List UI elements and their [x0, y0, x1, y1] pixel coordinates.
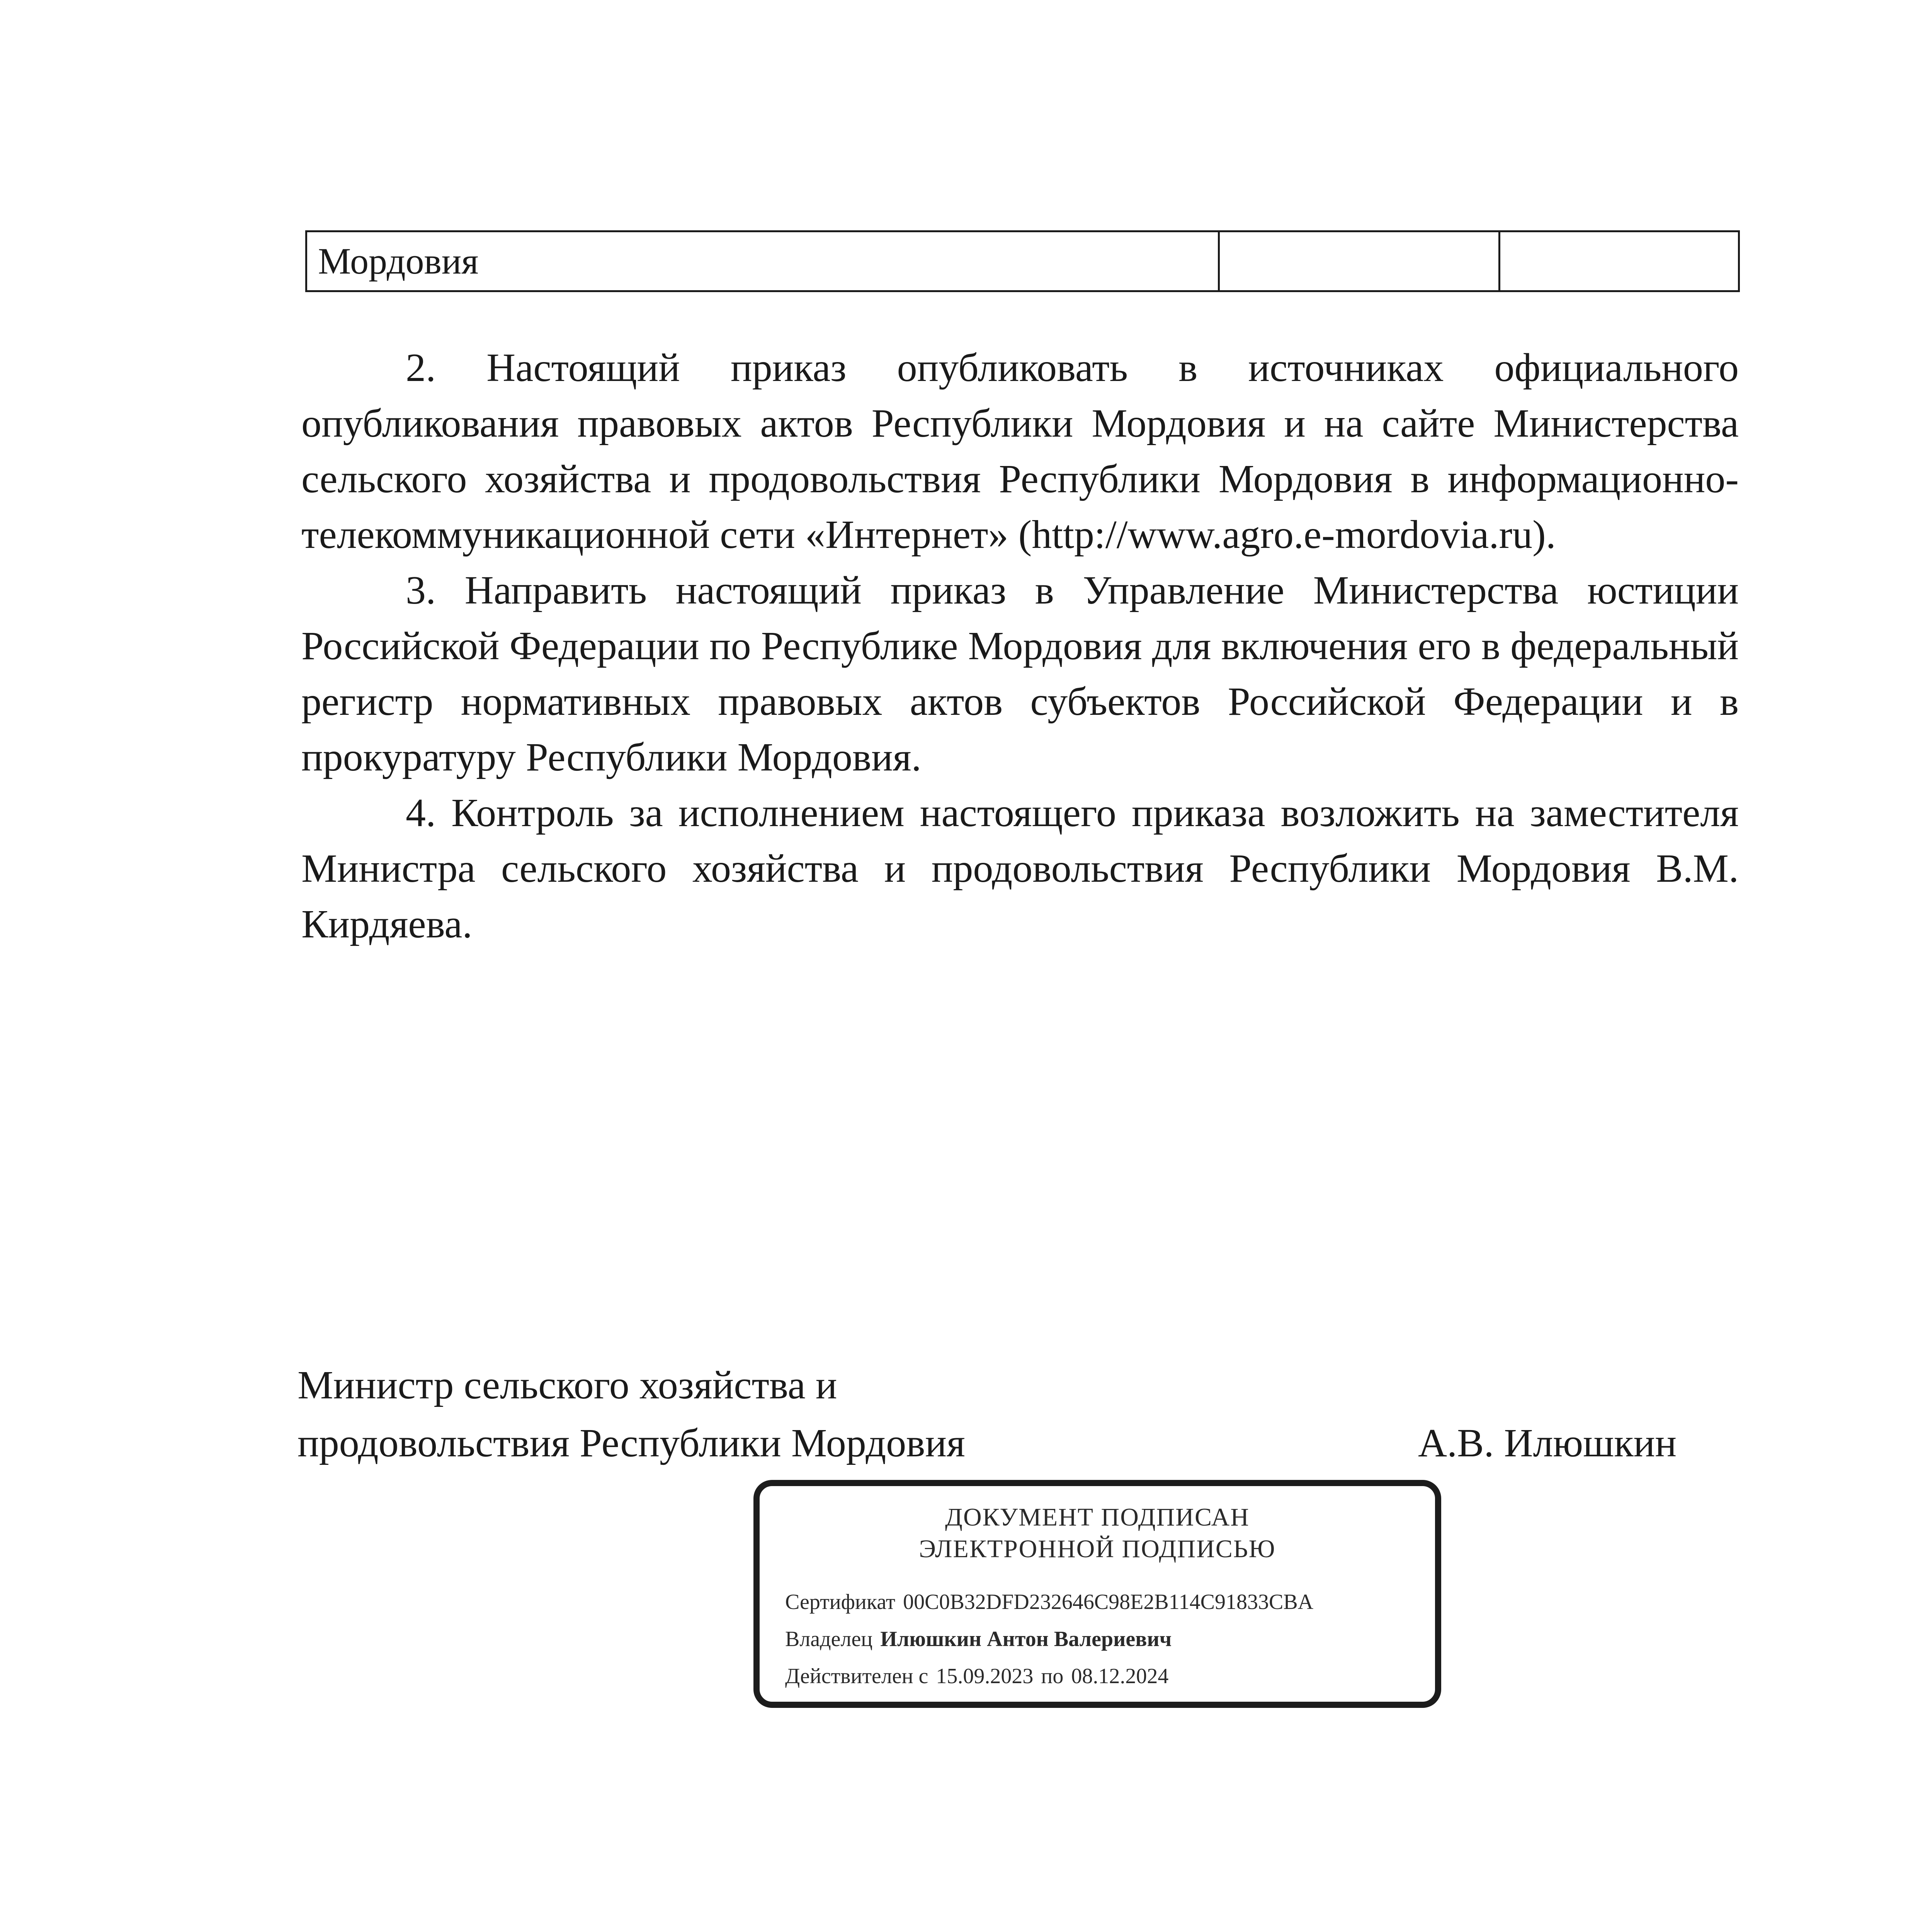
stamp-validity — [785, 1658, 1313, 1695]
paragraph-registration: 3. Направить настоящий приказ в Управление Министерства юстиции Российской Федерации по Республике Мордовия для включения его в федеральный регистр нормативных правовых актов субъектов Российской Федерации и в прокуратуру Республики Мордовия. — [301, 568, 1739, 779]
stamp-certificate — [785, 1583, 1313, 1621]
signer-title-line-1: Министр сельского хозяйства и — [298, 1363, 837, 1407]
stamp-valid-label: Действителен с — [785, 1664, 928, 1688]
signer-name: А.В. Илюшкин — [1418, 1421, 1677, 1465]
stamp-certificate-value: 00C0B32DFD232646C98E2B114C91833CBA — [903, 1590, 1314, 1614]
stamp-valid-to: 08.12.2024 — [1071, 1664, 1169, 1688]
table-row — [306, 231, 1739, 291]
stamp-details — [785, 1583, 1313, 1695]
stamp-certificate-label: Сертификат — [785, 1590, 896, 1614]
stamp-heading-line-2: ЭЛЕКТРОННОЙ ПОДПИСЬЮ — [919, 1535, 1276, 1563]
table-fragment — [305, 230, 1740, 292]
stamp-owner-label: Владелец — [785, 1627, 873, 1651]
table-cell-empty-2 — [1500, 231, 1739, 291]
stamp-heading-line-1: ДОКУМЕНТ ПОДПИСАН — [945, 1503, 1250, 1531]
electronic-signature-stamp — [753, 1480, 1441, 1708]
order-body — [301, 340, 1739, 952]
stamp-valid-to-label: по — [1041, 1664, 1064, 1688]
paragraph-publication: 2. Настоящий приказ опубликовать в источниках официального опубликования правовых актов Республики Мордовия и на сайте Министерства сельского хозяйства и продовольствия Республики Мордовия в информационно-телекоммуникационной сети «Интернет» (http://www.agro.e-mordovia.ru). — [301, 345, 1739, 557]
paragraph-control: 4. Контроль за исполнением настоящего приказа возложить на заместителя Министра сельского хозяйства и продовольствия Республики Мордовия В.М. Кирдяева. — [301, 791, 1739, 946]
stamp-owner — [785, 1621, 1313, 1658]
signer-title-line-2: продовольствия Республики Мордовия — [298, 1421, 965, 1465]
stamp-heading — [760, 1502, 1435, 1565]
signer-title — [298, 1356, 1225, 1472]
stamp-valid-from: 15.09.2023 — [936, 1664, 1034, 1688]
table-cell-region: Мордовия — [306, 231, 1219, 291]
table-cell-empty-1 — [1219, 231, 1500, 291]
stamp-owner-value: Илюшкин Антон Валериевич — [880, 1627, 1172, 1651]
